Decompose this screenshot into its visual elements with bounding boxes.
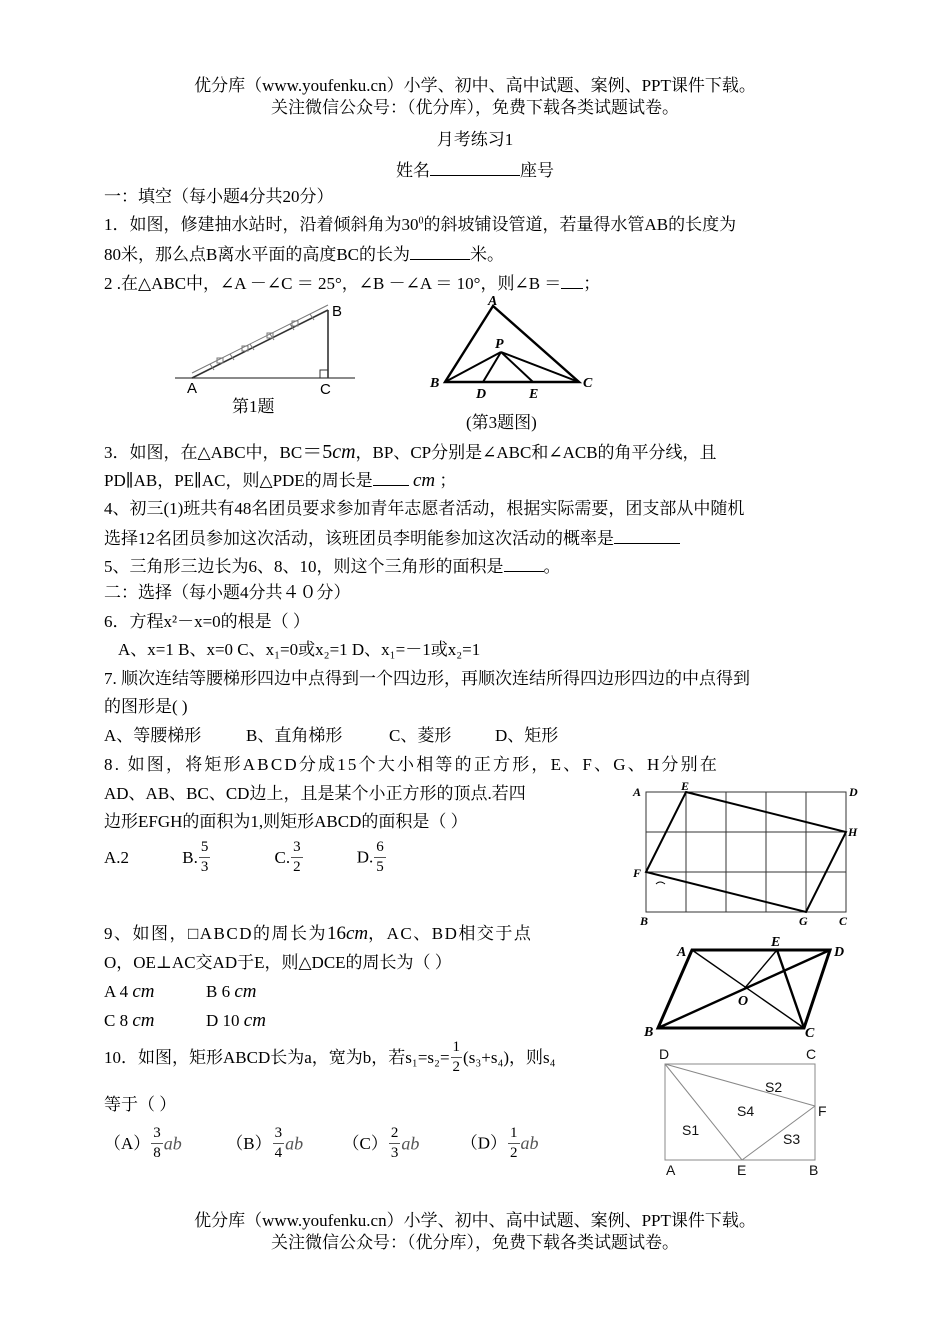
q4-line1: 4、初三(1)班共有48名团员要求参加青年志愿者活动，根据实际需要，团支部从中随机	[104, 499, 745, 518]
fig10-label-f: F	[818, 1103, 827, 1119]
q8-option-a: A.2	[104, 848, 130, 867]
fig10-label-e: E	[737, 1162, 747, 1178]
q10-line1: 10．如图，矩形ABCD长为a，宽为b，若s₁=s₂= $\frac{1}{2}$ (s₃+s₄)，则s₄	[104, 1039, 556, 1075]
q2-line: 2 .在△ABC中，∠A －∠C ＝ 25°，∠B －∠A ＝ 10°，则∠B ＝ ；	[104, 274, 601, 293]
fig8-label-d: D	[849, 785, 858, 799]
fig9-label-e: E	[771, 935, 781, 950]
figure-q10-rectangle	[655, 1044, 835, 1178]
fig10-label-b: B	[809, 1162, 819, 1178]
q3-line1: 3．如图，在△ABC中，BC＝5cm，BP、CP分别是∠ABC和∠ACB的角平分线，且	[104, 441, 717, 463]
q9-options-row1	[104, 982, 257, 1001]
fig8-label-b: B	[640, 914, 649, 928]
q7-option-c: C、菱形	[389, 726, 452, 745]
fig10-label-d: D	[659, 1046, 670, 1062]
figure-q8-grid	[628, 780, 863, 930]
fig9-label-d: D	[834, 945, 845, 960]
name-blank[interactable]	[430, 160, 520, 176]
q7-option-b: B、直角梯形	[246, 726, 343, 745]
q4-answer-blank[interactable]	[614, 528, 680, 544]
q7-line2: 的图形是( )	[104, 697, 188, 716]
fig9-label-o: O	[738, 994, 749, 1009]
q9-option-a: A 4 cm	[104, 981, 155, 1002]
fig3-label-p: P	[495, 337, 504, 352]
q1-line2: 80米，那么点B离水平面的高度BC的长为 米。	[104, 245, 505, 264]
q8-option-d: D. $\frac{6}{5}$	[356, 839, 384, 875]
fig9-label-a: A	[677, 945, 687, 960]
fig10-label-c: C	[806, 1046, 817, 1062]
q10-line2: 等于（ ）	[104, 1095, 177, 1114]
q10-option-d: （D） $\frac{1}{2}$ ab	[460, 1125, 539, 1161]
fig10-label-a: A	[666, 1162, 676, 1178]
footer-line1: 优分库（www.youfenku.cn）小学、初中、高中试题、案例、PPT课件下载。	[194, 1211, 756, 1230]
fig8-label-c: C	[839, 914, 848, 928]
figure-q9-parallelogram	[640, 934, 855, 1038]
q1-answer-blank[interactable]	[410, 244, 470, 260]
figure-q3-triangle	[425, 294, 605, 404]
q9-line2: O，OE⊥AC交AD于E，则△DCE的周长为（ ）	[104, 953, 452, 972]
q5-answer-blank[interactable]	[504, 556, 544, 572]
fig10-label-s2: S2	[765, 1079, 783, 1095]
q6-options: A、x=1 B、x=0 C、x₁=0或x₂=1 D、x₁=－1或x₂=1	[118, 640, 481, 659]
fig1-caption: 第1题	[232, 397, 275, 416]
fig3-caption: (第3题图)	[466, 413, 537, 432]
q10-option-c: （C） $\frac{2}{3}$ ab	[342, 1125, 420, 1161]
fig8-label-h: H	[848, 825, 858, 839]
q10-option-b: （B） $\frac{3}{4}$ ab	[226, 1125, 304, 1161]
fig3-label-b: B	[430, 376, 440, 391]
q5-line: 5、三角形三边长为6、8、10，则这个三角形的面积是 。	[104, 557, 561, 576]
fig9-label-c: C	[805, 1026, 815, 1038]
q1-line1: 1．如图，修建抽水站时，沿着倾斜角为$30^0$的斜坡铺设管道，若量得水管AB的长度为	[104, 215, 737, 234]
q8-line3: 边形EFGH的面积为1,则矩形ABCD的面积是（ ）	[104, 812, 468, 831]
q7-line1: 7. 顺次连结等腰梯形四边中点得到一个四边形，再顺次连结所得四边形四边的中点得到	[104, 669, 750, 688]
q9-options-row2	[104, 1011, 266, 1030]
fig1-label-a: A	[187, 380, 198, 397]
fig3-label-d: D	[476, 387, 487, 402]
name-label: 姓名	[396, 161, 430, 180]
fig9-label-b: B	[644, 1025, 654, 1038]
q9-option-b: B 6 cm	[206, 981, 257, 1002]
q2-answer-blank[interactable]	[561, 273, 583, 289]
header-line1: 优分库（www.youfenku.cn）小学、初中、高中试题、案例、PPT课件下载。	[194, 76, 756, 95]
fig3-label-a: A	[488, 294, 498, 309]
q8-option-c: C. $\frac{3}{2}$	[274, 839, 301, 875]
fig10-label-s4: S4	[737, 1103, 755, 1119]
q7-option-d: D、矩形	[495, 726, 559, 745]
q4-line2: 选择12名团员参加这次活动，该班团员李明能参加这次活动的概率是	[104, 528, 680, 547]
q9-option-d: D 10 cm	[206, 1010, 266, 1031]
page-title: 月考练习1	[436, 130, 514, 149]
section2-heading: 二：选择（每小题4分共４０分）	[104, 583, 351, 602]
q8-option-b: B. $\frac{5}{3}$	[182, 839, 209, 875]
fig1-label-c: C	[320, 381, 331, 398]
q3-answer-blank[interactable]	[373, 470, 409, 486]
q7-option-a: A、等腰梯形	[104, 726, 202, 745]
fig10-label-s3: S3	[783, 1131, 801, 1147]
q3-line2: PD∥AB，PE∥AC，则△PDE的周长是 cm ；	[104, 470, 457, 491]
q6-line: 6．方程x²－x=0的根是（ ）	[104, 612, 310, 631]
q10-options	[104, 1126, 539, 1161]
q8-options	[104, 840, 387, 875]
q8-line2: AD、AB、BC、CD边上，且是某个小正方形的顶点.若四	[104, 784, 526, 803]
fig1-label-b: B	[332, 303, 343, 320]
footer-line2: 关注微信公众号：（优分库），免费下载各类试题试卷。	[271, 1233, 679, 1252]
fig8-label-f: F	[633, 866, 642, 880]
fig8-label-g: G	[799, 914, 808, 928]
name-seat-line	[0, 160, 950, 179]
q8-line1: 8. 如图，将矩形ABCD分成15个大小相等的正方形，E、F、G、H分别在	[104, 755, 720, 774]
q9-option-c: C 8 cm	[104, 1010, 155, 1031]
q10-option-a: （A） $\frac{3}{8}$ ab	[104, 1125, 182, 1161]
fig3-label-e: E	[529, 387, 539, 402]
q9-line1: 9、如图，□ABCD的周长为16cm，AC、BD相交于点	[104, 923, 533, 944]
fig8-label-a: A	[633, 785, 642, 799]
fig10-label-s1: S1	[682, 1122, 700, 1138]
section1-heading: 一：填空（每小题4分共20分）	[104, 187, 334, 206]
header-line2: 关注微信公众号：（优分库），免费下载各类试题试卷。	[271, 98, 679, 117]
fig3-label-c: C	[583, 376, 593, 391]
seat-label: 座号	[520, 161, 554, 180]
fig8-label-e: E	[681, 780, 690, 793]
